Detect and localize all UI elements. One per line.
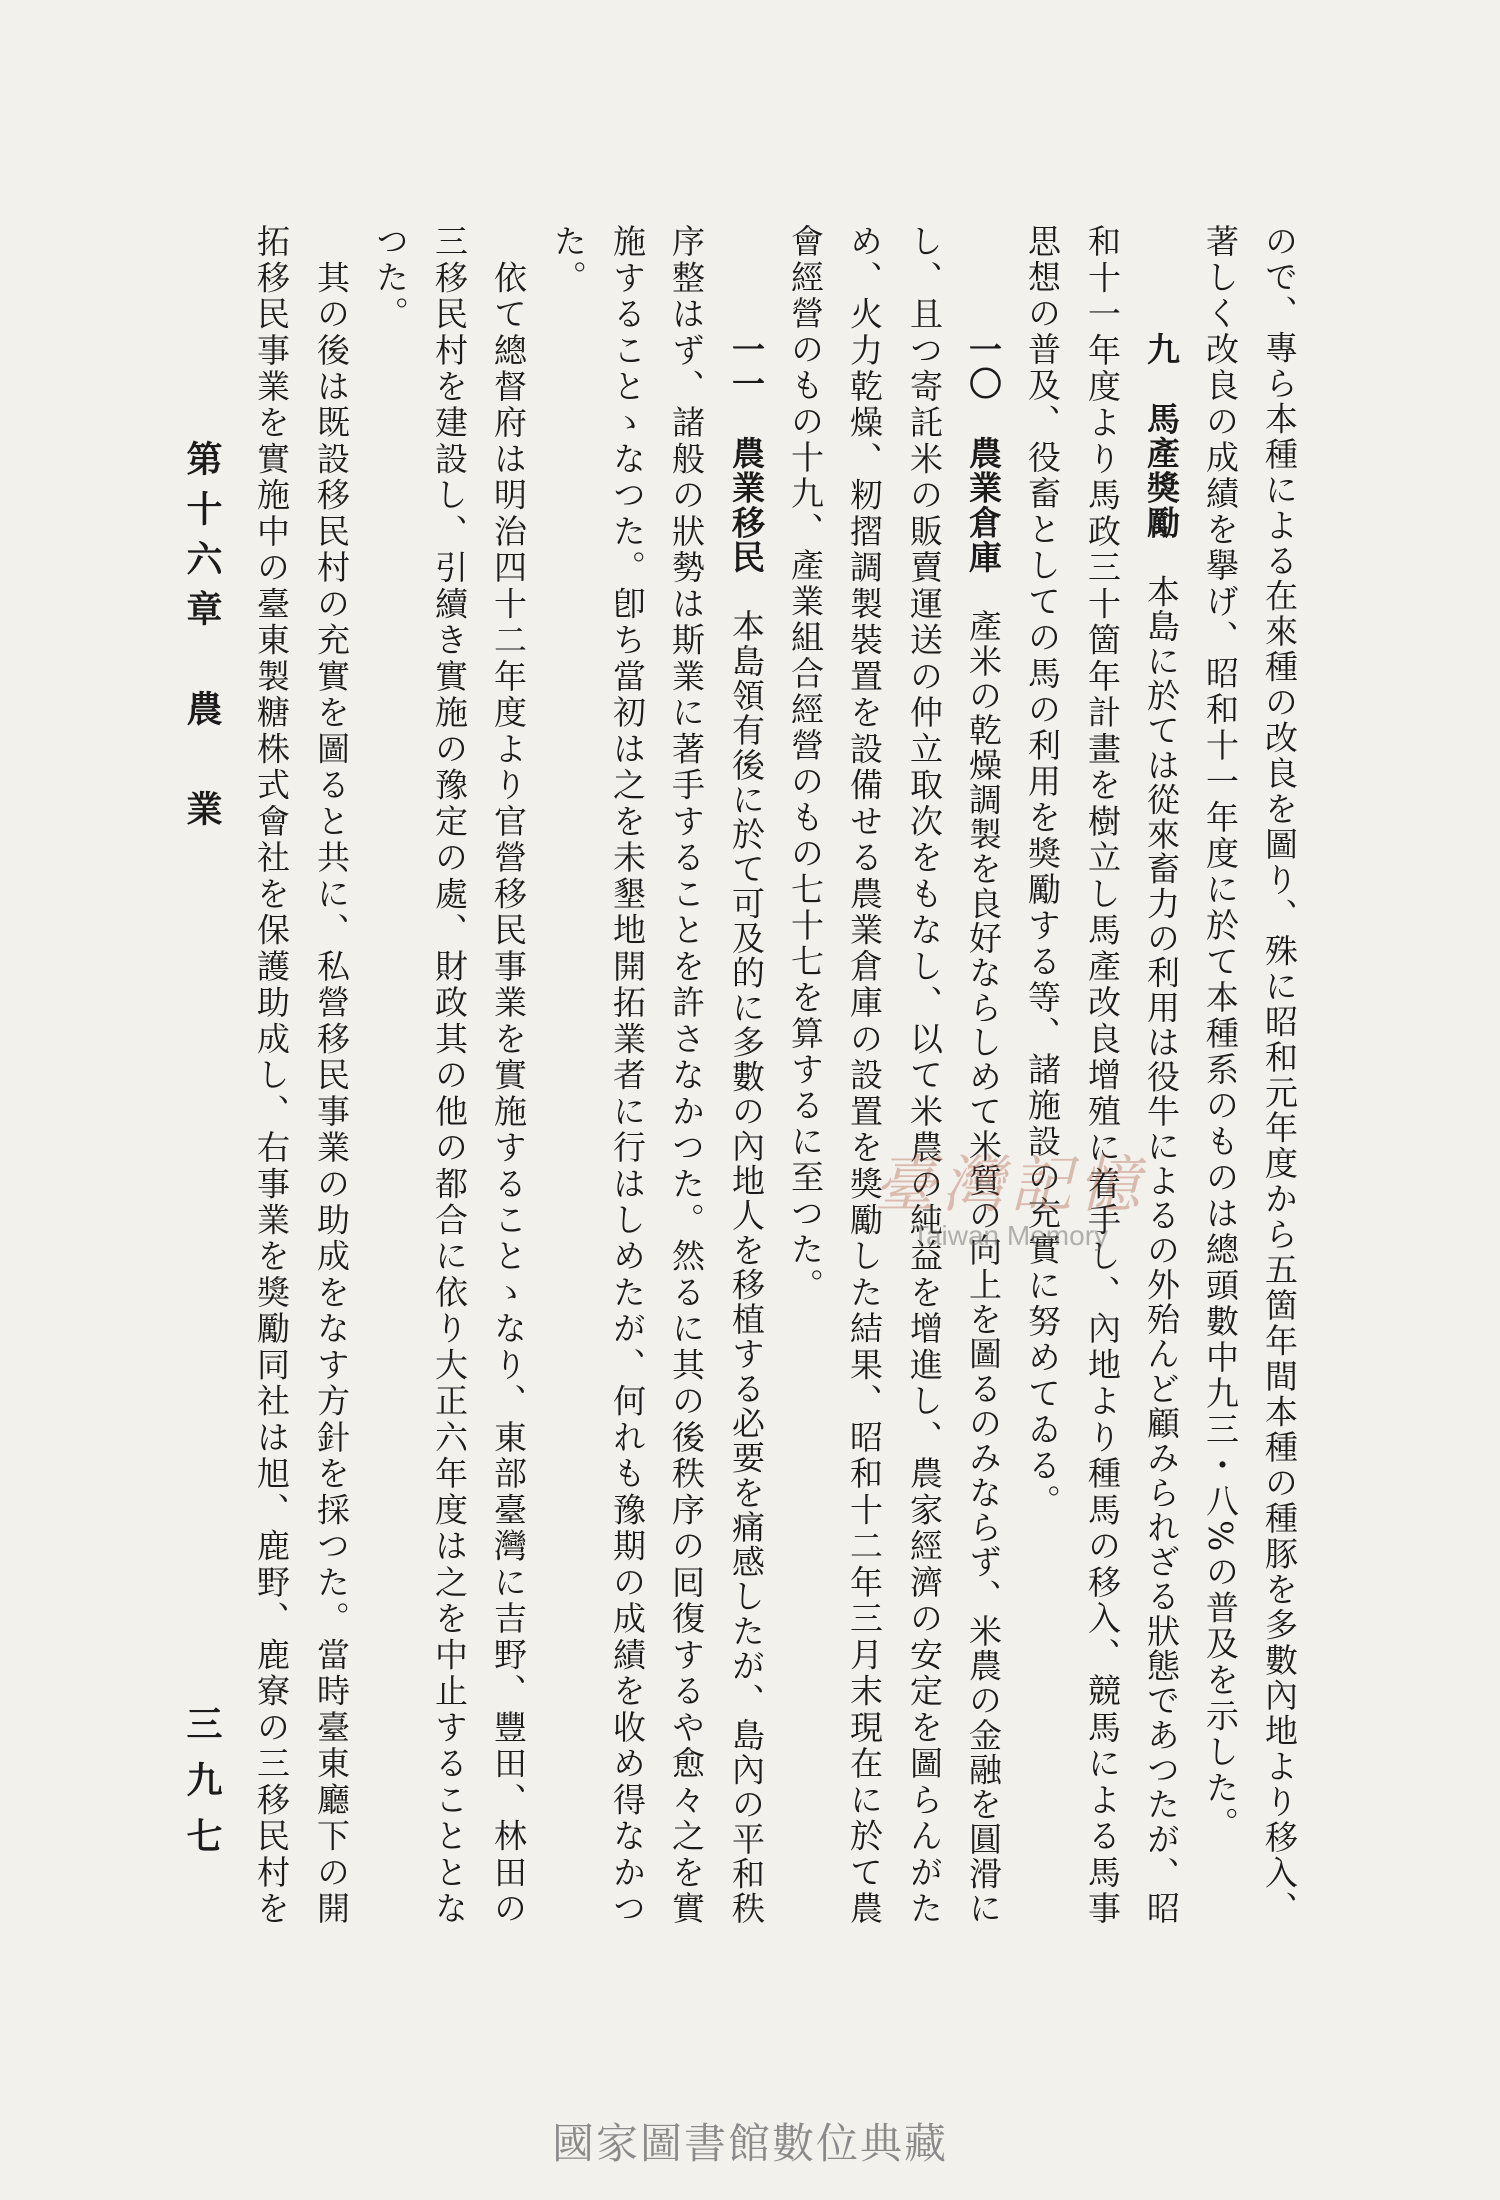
- column-text: た。: [549, 224, 588, 296]
- page-number: 三九七: [181, 1705, 223, 1873]
- column-text: 本島領有後に於て可及的に多數の內地人を移植する必要を痛感したが、島內の平和秩: [727, 574, 766, 1924]
- column-text: 思想の普及、役畜としての馬の利用を獎勵する等、諸施設の充實に努めてゐる。: [1023, 224, 1062, 1520]
- text-column-1: [1250, 224, 1309, 1924]
- text-column-11: [657, 224, 716, 1924]
- column-text: ので、專ら本種による在來種の改良を圖り、殊に昭和元年度から五箇年間本種の種豚を多數內地より移入、: [1260, 224, 1299, 1924]
- text-column-6: [954, 332, 1013, 1924]
- text-column-4: [1073, 224, 1132, 1924]
- text-column-15: [420, 224, 479, 1924]
- watermark-subtext: Taiwan Memory: [911, 1220, 1109, 1251]
- column-text: 本島に於ては從來畜力の利用は役牛によるの外殆んど顧みられざる狀態であつたが、昭: [1142, 539, 1181, 1924]
- column-text: 施することゝなつた。卽ち當初は之を未墾地開拓業者に行はしめたが、何れも豫期の成績を收め得なかつ: [608, 224, 647, 1924]
- column-text: 序整はず、諸般の狀勢は斯業に著手することを許さなかつた。然るに其の後秩序の囘復するや愈々之を實: [667, 224, 706, 1924]
- text-column-5: [1013, 224, 1072, 1924]
- text-column-9: [776, 224, 835, 1924]
- column-text: し、且つ寄託米の販賣運送の仲立取次をもなし、以て米農の純益を增進し、農家經濟の安定を圖らんがた: [905, 224, 944, 1924]
- column-text: 依て總督府は明治四十二年度より官營移民事業を實施することゝなり、東部臺灣に吉野、豐田、林田の: [489, 224, 528, 1924]
- text-column-18: [242, 224, 301, 1924]
- column-text: 產米の乾燥調製を良好ならしめて米質の向上を圖るのみならず、米農の金融を圓滑に: [964, 574, 1003, 1924]
- section-heading: 一一 農業移民: [727, 332, 766, 575]
- section-heading: 九 馬產獎勵: [1142, 332, 1181, 540]
- text-column-17: [302, 224, 361, 1924]
- text-column-2: [1191, 224, 1250, 1924]
- section-heading: 一〇 農業倉庫: [964, 332, 1003, 575]
- running-head: 第十六章 農 業: [181, 440, 223, 840]
- collection-footer: 國家圖書館數位典藏: [551, 2119, 948, 2168]
- column-text: 拓移民事業を實施中の臺東製糖株式會社を保護助成し、右事業を獎勵同社は旭、鹿野、鹿寮の三移民村を: [252, 224, 291, 1924]
- text-column-8: [835, 224, 894, 1924]
- column-text: 三移民村を建設し、引續き實施の豫定の處、財政其の他の都合に依り大正六年度は之を中止することとな: [430, 224, 469, 1924]
- text-column-3: [1132, 332, 1191, 1924]
- text-column-10: [717, 332, 776, 1924]
- text-column-7: [895, 224, 954, 1924]
- column-text: 和十一年度より馬政三十箇年計畫を樹立し馬產改良增殖に着手し、內地より種馬の移入、競馬による馬事: [1083, 224, 1122, 1924]
- text-column-12: [598, 224, 657, 1924]
- watermark-logo-text: 臺灣記憶: [873, 1148, 1146, 1221]
- column-text: 著しく改良の成績を擧げ、昭和十一年度に於て本種系のものは總頭數中九三・八%の普及を示した。: [1201, 224, 1240, 1843]
- text-column-14: [479, 224, 538, 1924]
- column-text: 其の後は既設移民村の充實を圖ると共に、私營移民事業の助成をなす方針を採つた。當時臺東廳下の開: [312, 224, 351, 1924]
- column-text: め、火力乾燥、籾摺調製裝置を設備せる農業倉庫の設置を獎勵した結果、昭和十二年三月末現在に於て農: [845, 224, 884, 1924]
- column-text: 會經營のもの十九、產業組合經營のもの七十七を算するに至つた。: [786, 224, 825, 1304]
- column-text: つた。: [371, 224, 410, 332]
- text-column-13: [539, 224, 598, 1924]
- text-column-16: [361, 224, 420, 1924]
